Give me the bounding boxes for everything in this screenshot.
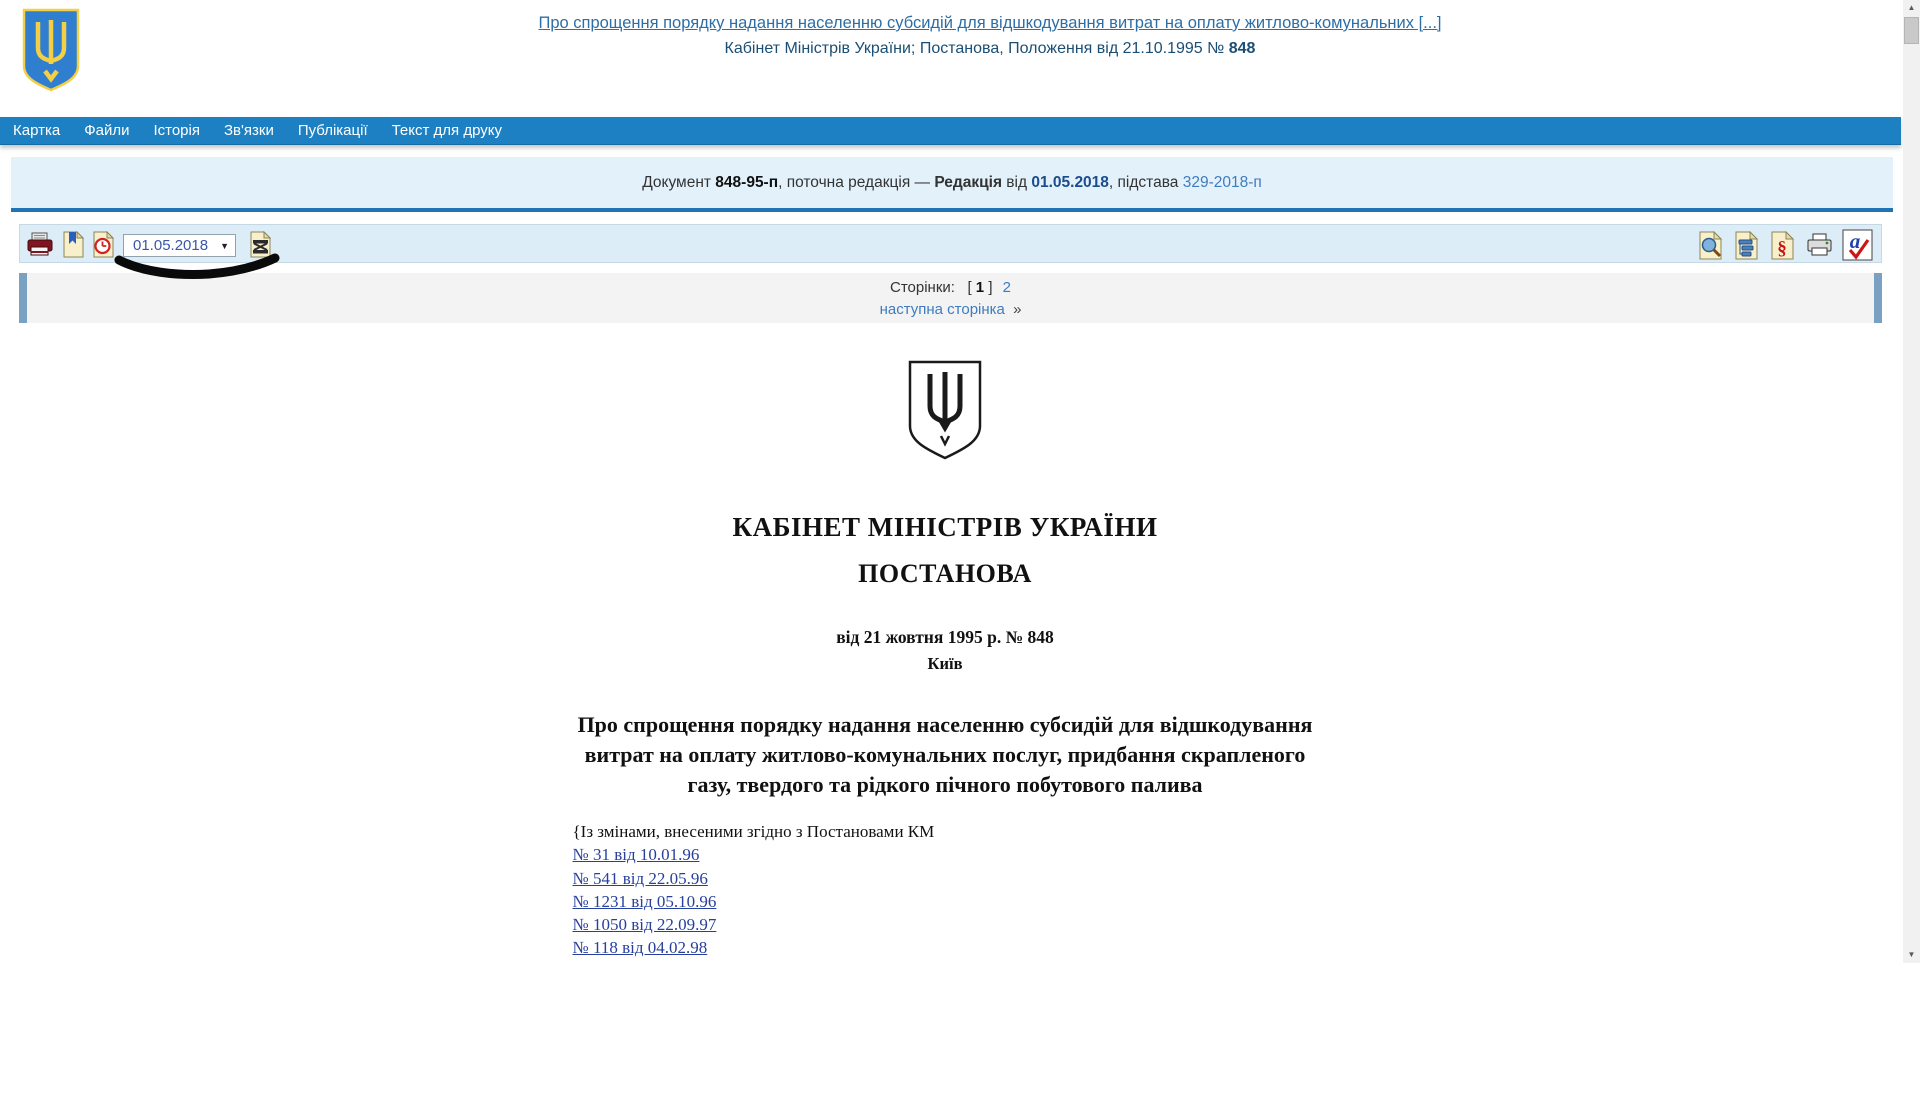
- nav-item-kartka[interactable]: Картка: [13, 121, 61, 139]
- find-in-document-icon[interactable]: [1697, 231, 1724, 265]
- document-city: Київ: [927, 654, 963, 673]
- svg-text:a: a: [1849, 229, 1861, 253]
- nav-item-zviazky[interactable]: Зв'язки: [223, 121, 274, 139]
- main-nav: [0, 117, 1901, 145]
- pages-line: [19, 279, 1882, 296]
- info-basis-label: , підстава: [1108, 174, 1183, 191]
- redaction-date-value: 01.05.2018: [133, 237, 209, 254]
- paragraph-document-icon[interactable]: [1769, 231, 1796, 265]
- svg-text:§: §: [1777, 237, 1787, 259]
- document-info-bar: [11, 157, 1893, 212]
- nav-item-tekst-dlia-druku[interactable]: Текст для друку: [391, 121, 502, 139]
- next-page-link[interactable]: наступна сторінка: [879, 301, 1005, 318]
- spellcheck-icon[interactable]: [1842, 229, 1873, 266]
- next-page-arrow: »: [1013, 301, 1022, 318]
- document-body: [480, 360, 1410, 960]
- document-structure-icon[interactable]: [1733, 231, 1760, 265]
- document-title-link[interactable]: Про спрощення порядку надання населенню субсидій для відшкодування витрат на оплату житлово-комунальних [...]: [538, 14, 1442, 32]
- document-meta-line: [60, 40, 1920, 58]
- info-vid-text: від: [1002, 174, 1032, 191]
- pagination-strip: [19, 273, 1882, 323]
- toolbar-right-group: [1697, 229, 1873, 266]
- nav-item-publikatsii[interactable]: Публікації: [297, 121, 368, 139]
- document-type: ПОСТАНОВА: [858, 559, 1032, 588]
- amendment-link[interactable]: № 31 від 10.01.96: [572, 845, 700, 865]
- vertical-scrollbar[interactable]: [1903, 0, 1920, 963]
- amendment-link[interactable]: № 1050 від 22.09.97: [572, 915, 717, 935]
- amendments-block: [573, 820, 1318, 960]
- scrollbar-thumb[interactable]: [1904, 17, 1919, 44]
- info-redaction-date: 01.05.2018: [1031, 174, 1109, 191]
- header: [60, 14, 1920, 58]
- amendment-link[interactable]: № 541 від 22.05.96: [572, 868, 708, 888]
- nav-item-istoria[interactable]: Історія: [153, 121, 200, 139]
- page-2-link[interactable]: 2: [1002, 279, 1011, 296]
- info-redaction-label: Редакція: [934, 174, 1002, 191]
- print-document-icon[interactable]: [1805, 232, 1833, 264]
- info-basis-link[interactable]: 329-2018-п: [1182, 174, 1262, 191]
- doc-number: 848: [1228, 40, 1256, 57]
- coat-of-arms-icon: [908, 360, 982, 460]
- info-label: Документ: [642, 174, 716, 191]
- document-date-number: від 21 жовтня 1995 р. № 848: [836, 627, 1054, 647]
- scrollbar-down-arrow-icon[interactable]: ▼: [1907, 950, 1916, 959]
- current-page-number: 1: [975, 279, 985, 296]
- document-main-title: Про спрощення порядку надання населенню субсидій для відшкодування витрат на оплату житлово-комунальних послуг, придбання скрапленого газу, твердого та рідкого пічного побутового палива: [577, 712, 1313, 797]
- amendment-link[interactable]: № 1231 від 05.10.96: [572, 891, 717, 911]
- info-mid-text: , поточна редакція —: [778, 174, 935, 191]
- scrollbar-up-arrow-icon[interactable]: ▲: [1907, 3, 1916, 12]
- clock-document-icon[interactable]: [91, 231, 116, 258]
- print-icon[interactable]: [26, 231, 54, 258]
- chevron-down-icon: ▼: [220, 240, 229, 251]
- nav-item-faily[interactable]: Файли: [84, 121, 130, 139]
- info-doc-id: 848-95-п: [715, 174, 779, 191]
- compare-redactions-icon[interactable]: [248, 231, 273, 258]
- pages-label: Сторінки:: [889, 279, 955, 296]
- bookmark-document-icon[interactable]: [61, 231, 86, 258]
- amendments-intro: {Із змінами, внесеними згідно з Постановами КМ: [572, 822, 935, 841]
- doc-meta-prefix: Кабінет Міністрів України; Постанова, Положення від 21.10.1995 №: [724, 40, 1229, 57]
- bracket-open: [: [967, 279, 972, 296]
- amendment-link[interactable]: № 118 від 04.02.98: [572, 938, 708, 958]
- document-toolbar: [19, 224, 1882, 263]
- bracket-close: ]: [988, 279, 993, 296]
- next-page-line: [19, 301, 1882, 318]
- redaction-date-select[interactable]: [123, 234, 236, 257]
- document-org-name: КАБІНЕТ МІНІСТРІВ УКРАЇНИ: [732, 512, 1158, 542]
